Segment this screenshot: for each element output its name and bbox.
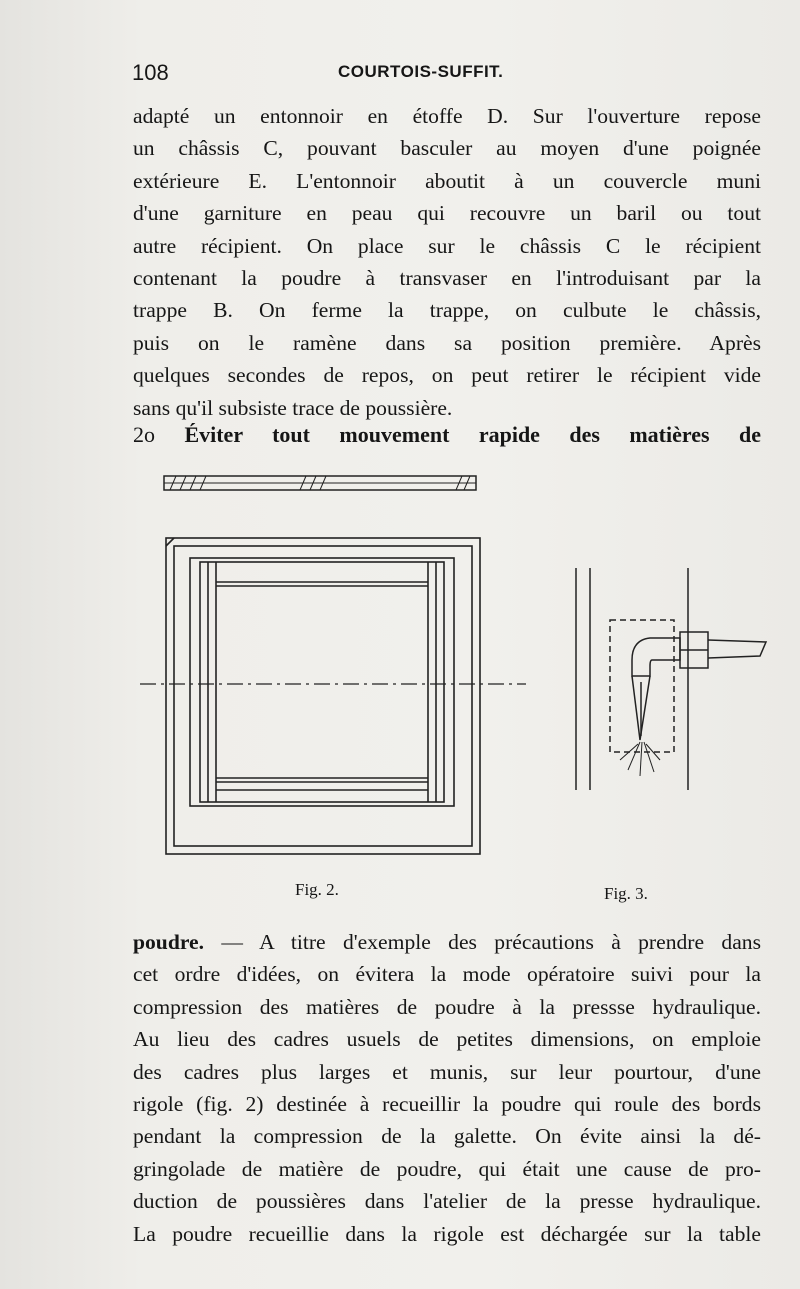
fig3-caption: Fig. 3. [604,884,648,903]
fig2-top-bar [164,476,476,490]
bottom-paragraph [133,926,761,1250]
text-line: un châssis C, pouvant basculer au moyen d'une poignée [133,136,761,161]
text-line: sans qu'il subsiste trace de poussière. [133,395,453,420]
text-line: rigole (fig. 2) destinée à recueillir la poudre qui roule des bords [133,1092,761,1117]
text-line [133,926,761,958]
text-line: adapté un entonnoir en étoffe D. Sur l'ouverture repose [133,104,761,128]
running-head: COURTOIS-SUFFIT. [338,62,504,81]
page-header [128,60,748,94]
text-line: trappe B. On ferme la trappe, on culbute le châssis, [133,298,761,323]
text-line: duction de poussières dans l'atelier de la presse hydraulique. [133,1189,761,1214]
text-line: extérieure E. L'entonnoir aboutit à un couvercle muni [133,168,761,193]
fig2-caption: Fig. 2. [295,880,339,899]
text-fragment: — A titre d'exemple des précautions à prendre dans [204,930,761,954]
fig2-frame [166,538,480,854]
figures-area [120,460,780,910]
figures-drawing [120,460,780,910]
text-line: gringolade de matière de poudre, qui était une cause de pro- [133,1156,761,1181]
text-line: puis on le ramène dans sa position première. Après [133,330,761,355]
text-line: compression des matières de poudre à la pressse hydraulique. [133,994,761,1019]
section-number: 2o [133,422,155,447]
fig3-apparatus [576,568,766,790]
text-line: des cadres plus larges et munis, sur leur pourtour, d'une [133,1059,761,1084]
text-line: pendant la compression de la galette. On évite ainsi la dé- [133,1124,761,1149]
text-line: La poudre recueillie dans la rigole est déchargée sur la table [133,1221,761,1246]
text-line: autre récipient. On place sur le châssis C le récipient [133,233,761,258]
section-heading [133,422,761,448]
text-line: quelques secondes de repos, on peut retirer le récipient vide [133,363,761,388]
top-paragraph [133,100,761,424]
section-heading-text: Éviter tout mouvement rapide des matières de [184,422,762,447]
run-in-heading: poudre. [133,930,205,954]
text-line: d'une garniture en peau qui recouvre un baril ou tout [133,201,761,226]
page-number: 108 [132,60,169,85]
text-line: Au lieu des cadres usuels de petites dimensions, on emploie [133,1027,761,1052]
text-line: cet ordre d'idées, on évitera la mode opératoire suivi pour la [133,962,761,987]
text-line: contenant la poudre à transvaser en l'introduisant par la [133,266,761,291]
